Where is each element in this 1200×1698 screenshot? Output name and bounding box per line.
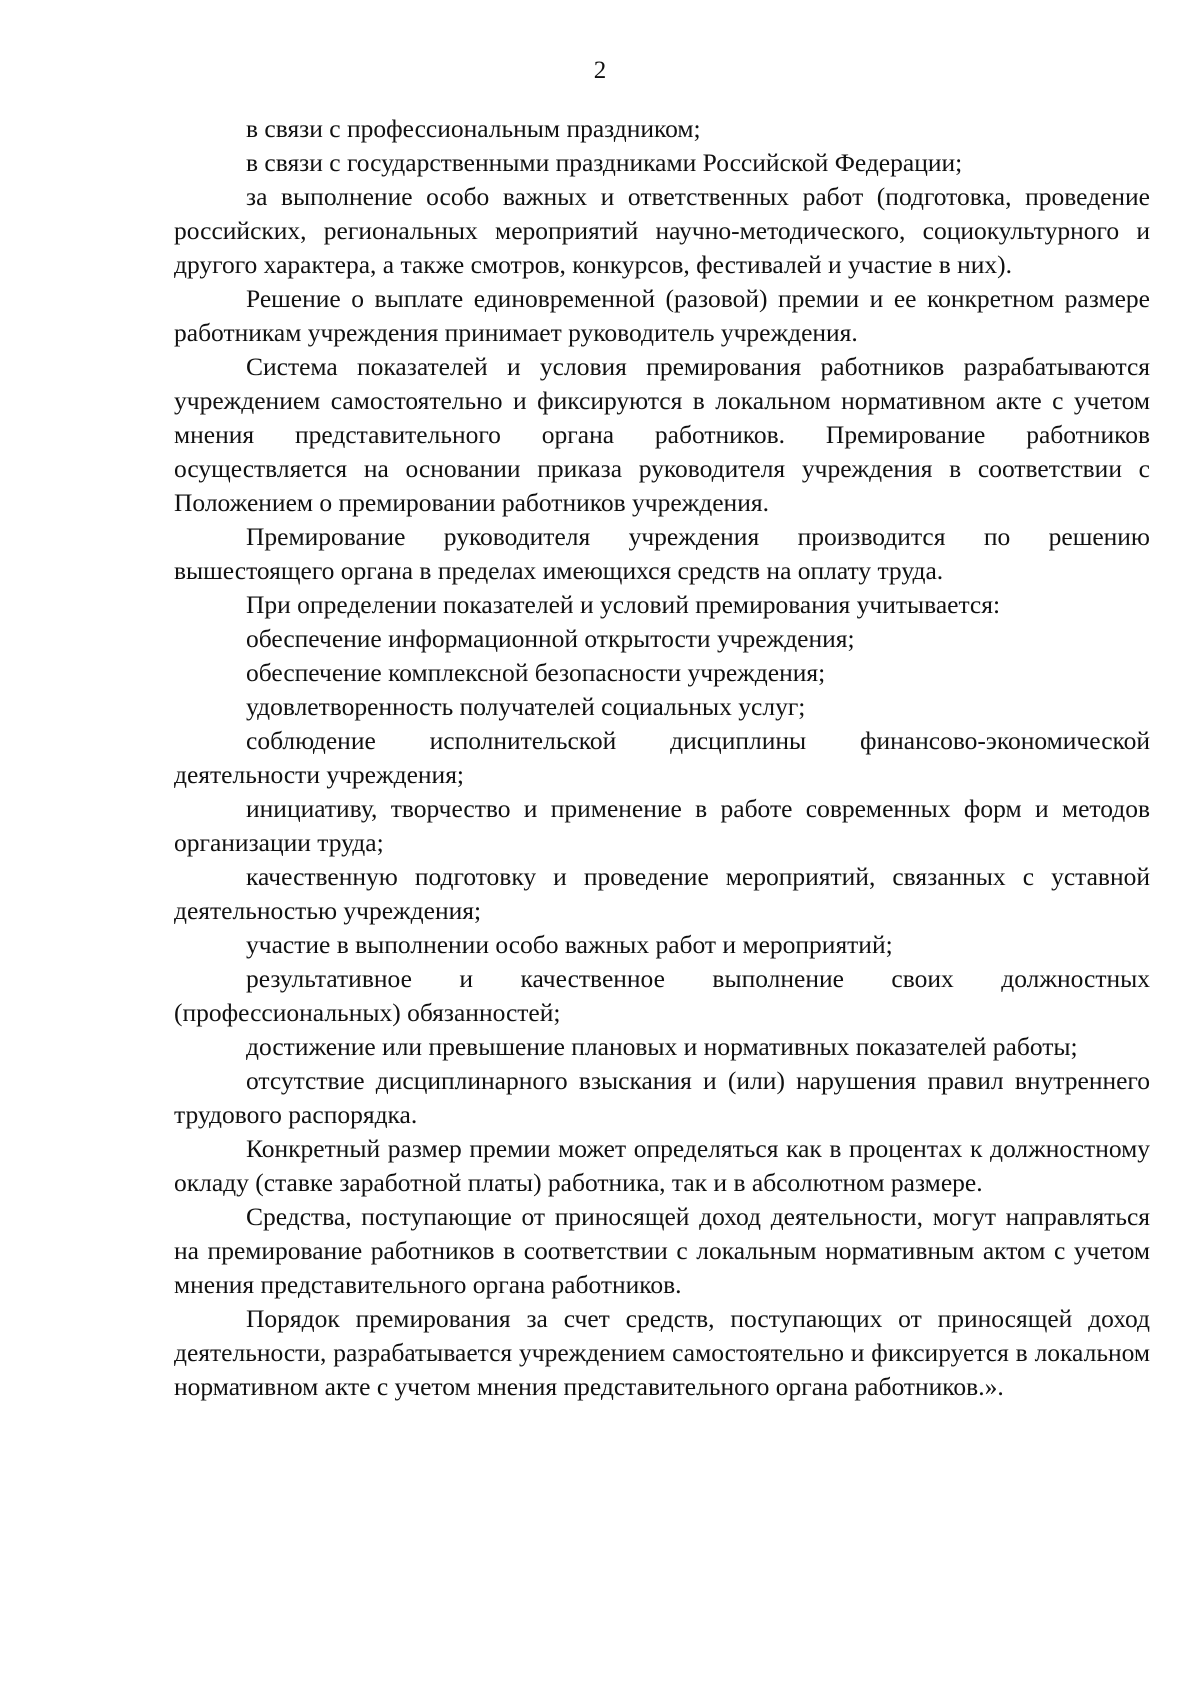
paragraph: участие в выполнении особо важных работ и мероприятий; <box>246 930 893 959</box>
paragraph: в связи с профессиональным праздником; <box>246 114 701 143</box>
paragraph: При определении показателей и условий премирования учитывается: <box>246 590 1001 619</box>
paragraph: достижение или превышение плановых и нормативных показателей работы; <box>246 1032 1078 1061</box>
page-number: 2 <box>593 57 607 84</box>
paragraph: в связи с государственными праздниками Российской Федерации; <box>246 148 963 177</box>
paragraph: Средства, поступающие от приносящей доход деятельности, могут направляться на премирование работников в соответствии с локальным нормативным актом с учетом мнения представительного органа работников. <box>174 1202 1150 1299</box>
paragraph: Премирование руководителя учреждения производится по решению вышестоящего органа в пределах имеющихся средств на оплату труда. <box>174 522 1150 585</box>
paragraph: Порядок премирования за счет средств, поступающих от приносящей доход деятельности, разрабатывается учреждением самостоятельно и фиксируется в локальном нормативном акте с учетом мнения представительного органа работников.». <box>174 1304 1150 1401</box>
paragraph: обеспечение информационной открытости учреждения; <box>246 624 855 653</box>
paragraph: Система показателей и условия премирования работников разрабатываются учреждением самостоятельно и фиксируются в локальном нормативном акте с учетом мнения представительного органа работников. Премирование работников осуществляется на основании приказа руководителя учреждения в соответствии с Положением о премировании работников учреждения. <box>174 352 1150 517</box>
paragraph: инициативу, творчество и применение в работе современных форм и методов организации труда; <box>174 794 1150 857</box>
paragraph: качественную подготовку и проведение мероприятий, связанных с уставной деятельностью учреждения; <box>174 862 1150 925</box>
paragraph: Конкретный размер премии может определяться как в процентах к должностному окладу (ставке заработной платы) работника, так и в абсолютном размере. <box>174 1134 1150 1197</box>
paragraph: результативное и качественное выполнение своих должностных (профессиональных) обязанностей; <box>174 964 1150 1027</box>
paragraph: за выполнение особо важных и ответственных работ (подготовка, проведение российских, региональных мероприятий научно-методического, социокультурного и другого характера, а также смотров, конкурсов, фестивалей и участие в них). <box>174 182 1150 279</box>
paragraph: отсутствие дисциплинарного взыскания и (или) нарушения правил внутреннего трудового распорядка. <box>174 1066 1150 1129</box>
paragraph: обеспечение комплексной безопасности учреждения; <box>246 658 826 687</box>
document-body <box>174 112 1150 1404</box>
paragraph: соблюдение исполнительской дисциплины финансово-экономической деятельности учреждения; <box>174 726 1150 789</box>
paragraph: Решение о выплате единовременной (разовой) премии и ее конкретном размере работникам учреждения принимает руководитель учреждения. <box>174 284 1150 347</box>
paragraph: удовлетворенность получателей социальных услуг; <box>246 692 806 721</box>
